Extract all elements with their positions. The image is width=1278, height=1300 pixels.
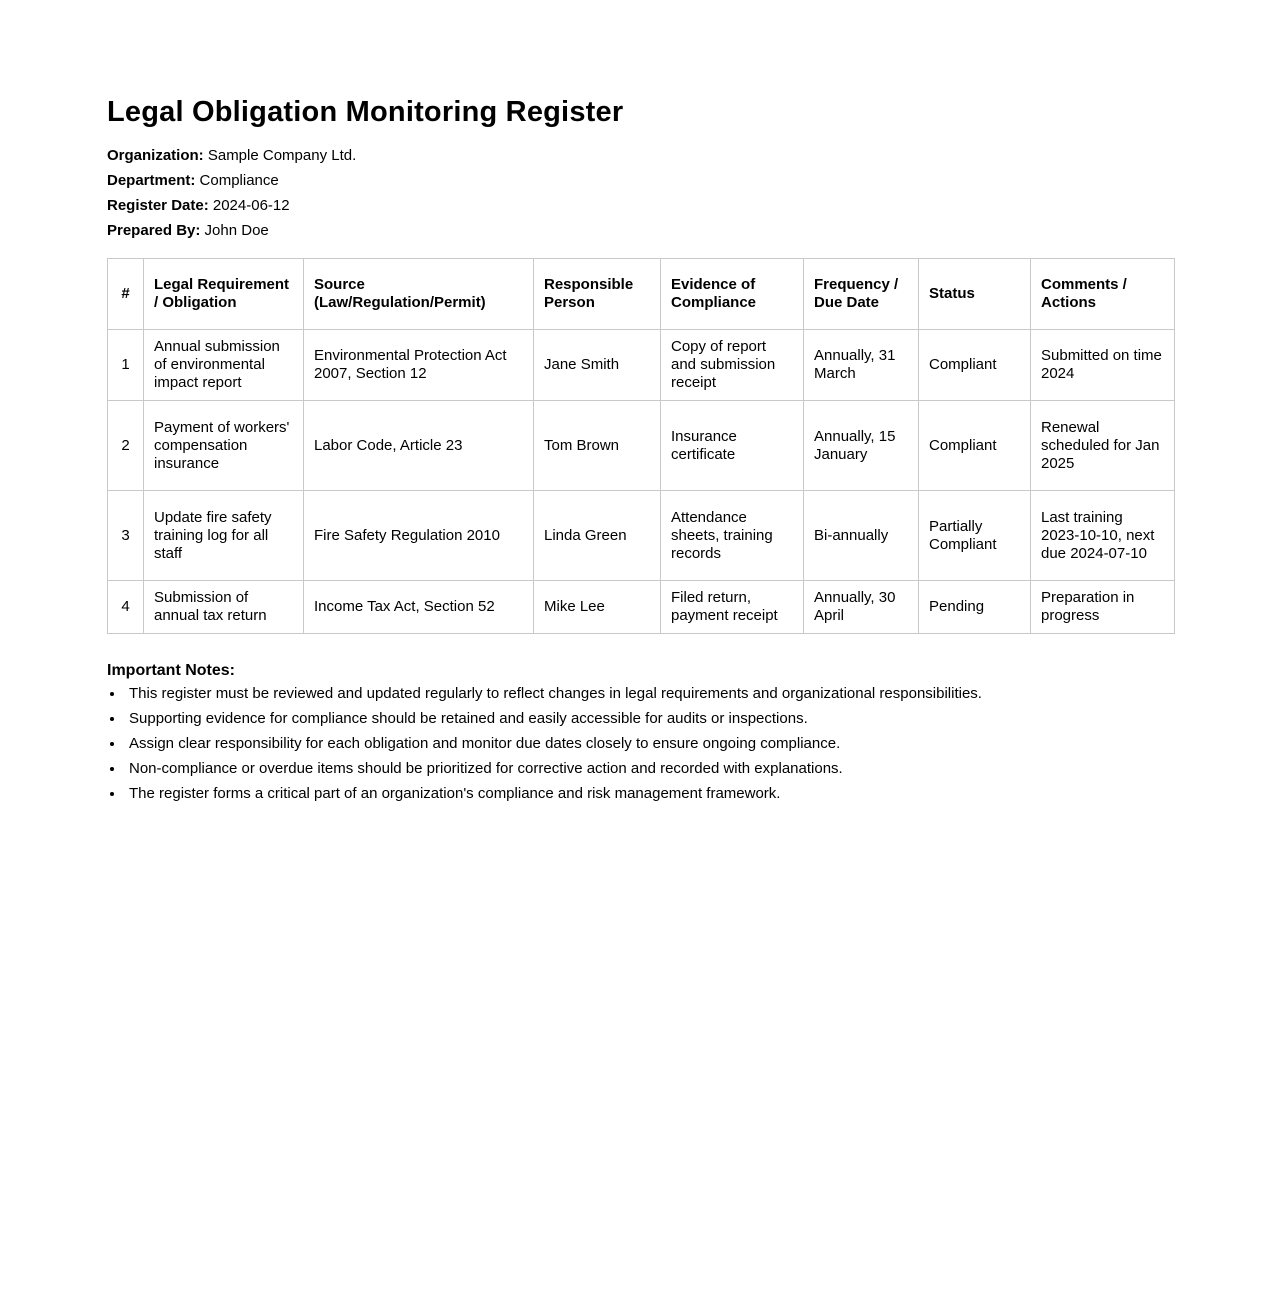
cell-evidence: Filed return, payment receipt: [661, 581, 804, 634]
column-header-frequency: Frequency / Due Date: [804, 259, 919, 330]
cell-responsible-person: Tom Brown: [534, 401, 661, 491]
meta-organization: [107, 148, 1174, 163]
meta-organization-label: Organization:: [107, 147, 204, 164]
note-item: • This register must be reviewed and updated regularly to reflect changes in legal requirements and organizational responsibilities.: [125, 686, 1174, 701]
note-item: • The register forms a critical part of an organization's compliance and risk management framework.: [125, 786, 1174, 801]
column-header-responsible-person: Responsible Person: [534, 259, 661, 330]
cell-responsible-person: Jane Smith: [534, 330, 661, 401]
column-header-status: Status: [919, 259, 1031, 330]
column-header-number: #: [108, 259, 144, 330]
table-header-row-group: [108, 259, 1175, 330]
column-header-evidence: Evidence of Compliance: [661, 259, 804, 330]
cell-comments: Submitted on time 2024: [1031, 330, 1175, 401]
cell-source: Labor Code, Article 23: [304, 401, 534, 491]
cell-legal-requirement: Annual submission of environmental impact report: [144, 330, 304, 401]
column-header-comments: Comments / Actions: [1031, 259, 1175, 330]
cell-legal-requirement: Update fire safety training log for all staff: [144, 491, 304, 581]
table-header-row: [108, 259, 1175, 330]
meta-register-date-label: Register Date:: [107, 197, 209, 214]
meta-prepared-by: [107, 223, 1174, 238]
cell-comments: Renewal scheduled for Jan 2025: [1031, 401, 1175, 491]
cell-frequency: Annually, 30 April: [804, 581, 919, 634]
cell-comments: Last training 2023-10-10, next due 2024-07-10: [1031, 491, 1175, 581]
cell-status: Compliant: [919, 401, 1031, 491]
column-header-source: Source (Law/Regulation/Permit): [304, 259, 534, 330]
page-title: Legal Obligation Monitoring Register: [107, 96, 624, 128]
meta-prepared-by-value: John Doe: [204, 222, 269, 239]
notes-heading: Important Notes:: [107, 662, 235, 679]
cell-responsible-person: Mike Lee: [534, 581, 661, 634]
meta-department-label: Department:: [107, 172, 196, 189]
note-item: • Assign clear responsibility for each obligation and monitor due dates closely to ensure ongoing compliance.: [125, 736, 1174, 751]
cell-legal-requirement: Payment of workers' compensation insurance: [144, 401, 304, 491]
cell-legal-requirement: Submission of annual tax return: [144, 581, 304, 634]
cell-status: Compliant: [919, 330, 1031, 401]
meta-register-date-value: 2024-06-12: [212, 197, 290, 214]
column-header-legal-requirement: Legal Requirement / Obligation: [144, 259, 304, 330]
obligation-register-table: [107, 258, 1175, 634]
cell-source: Fire Safety Regulation 2010: [304, 491, 534, 581]
meta-department-value: Compliance: [199, 172, 279, 189]
document-content: [107, 0, 1174, 801]
meta-department: [107, 173, 1174, 188]
cell-status: Partially Compliant: [919, 491, 1031, 581]
table-body: [108, 330, 1175, 634]
cell-frequency: Annually, 31 March: [804, 330, 919, 401]
cell-responsible-person: Linda Green: [534, 491, 661, 581]
cell-frequency: Bi-annually: [804, 491, 919, 581]
table-row: [108, 330, 1175, 401]
cell-number: 2: [108, 401, 144, 491]
cell-comments: Preparation in progress: [1031, 581, 1175, 634]
cell-source: Environmental Protection Act 2007, Section 12: [304, 330, 534, 401]
cell-source: Income Tax Act, Section 52: [304, 581, 534, 634]
cell-number: 1: [108, 330, 144, 401]
cell-number: 3: [108, 491, 144, 581]
cell-evidence: Attendance sheets, training records: [661, 491, 804, 581]
meta-prepared-by-label: Prepared By:: [107, 222, 201, 239]
meta-register-date: [107, 198, 1174, 213]
cell-evidence: Copy of report and submission receipt: [661, 330, 804, 401]
table-row: [108, 491, 1175, 581]
note-item: • Non-compliance or overdue items should be prioritized for corrective action and recorded with explanations.: [125, 761, 1174, 776]
note-item: • Supporting evidence for compliance should be retained and easily accessible for audits or inspections.: [125, 711, 1174, 726]
table-row: [108, 581, 1175, 634]
notes-list: [107, 686, 1174, 801]
cell-number: 4: [108, 581, 144, 634]
cell-status: Pending: [919, 581, 1031, 634]
cell-evidence: Insurance certificate: [661, 401, 804, 491]
meta-organization-value: Sample Company Ltd.: [207, 147, 357, 164]
table-row: [108, 401, 1175, 491]
cell-frequency: Annually, 15 January: [804, 401, 919, 491]
